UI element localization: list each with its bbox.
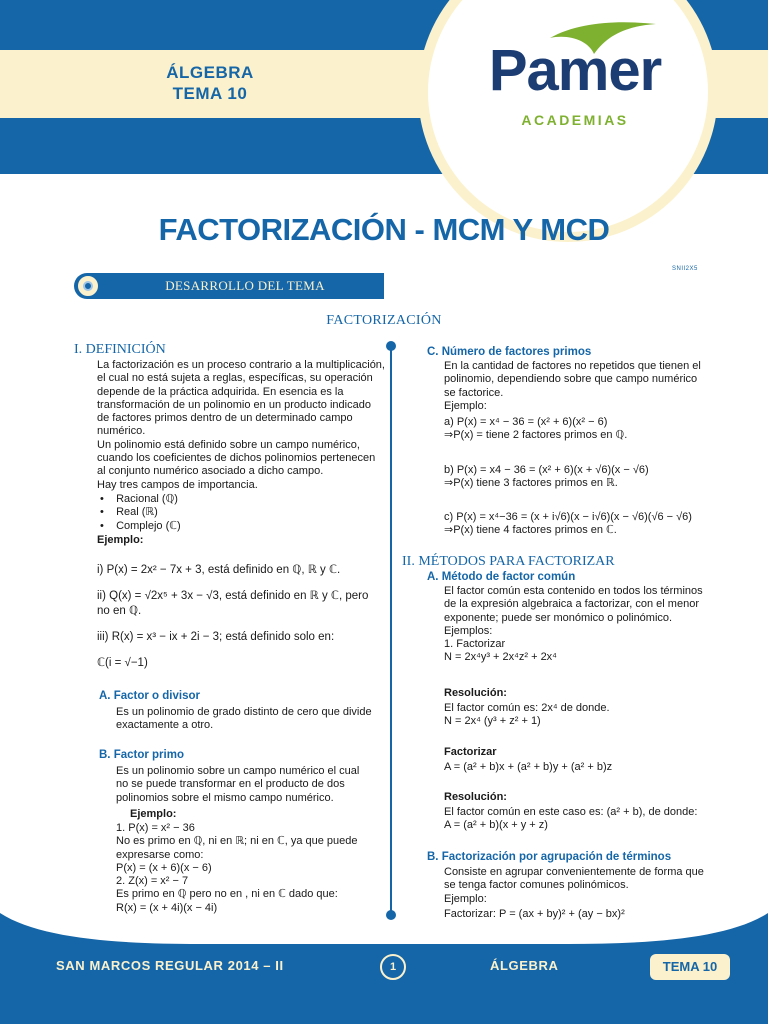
factor-divisor-text bbox=[116, 706, 386, 733]
logo-subtitle: ACADEMIAS bbox=[521, 112, 629, 128]
def-line: Hay tres campos de importancia. bbox=[97, 478, 258, 491]
text-line: Es un polinomio de grado distinto de cero que divide bbox=[116, 706, 372, 718]
example-line: no en ℚ. bbox=[97, 605, 142, 617]
example-line: c) P(x) = x⁴−36 = (x + i√6)(x − i√6)(x − √6)(√6 − √6) bbox=[444, 511, 692, 524]
text-line: no se puede transformar en el producto de dos bbox=[116, 778, 345, 791]
definicion-heading: I. DEFINICIÓN bbox=[74, 342, 166, 357]
def-line: al conjunto numérico asociado a dicho campo. bbox=[97, 465, 324, 478]
text-line: Consiste en agrupar convenientemente de forma que bbox=[444, 866, 704, 878]
example-line: P(x) = (x + 6)(x − 6) bbox=[116, 861, 212, 874]
example-line: R(x) = (x + 4i)(x − 4i) bbox=[116, 901, 218, 914]
numero-factores-examples bbox=[444, 416, 744, 538]
text-line: 1. Factorizar bbox=[444, 638, 506, 651]
example-line: ⇒P(x) = tiene 2 factores primos en ℚ. bbox=[444, 429, 628, 442]
list-item: • Racional (ℚ) bbox=[100, 493, 178, 505]
text-line: Factorizar: P = (ax + by)² + (ay − bx)² bbox=[444, 907, 625, 920]
def-line: el cual no está sujeta a reglas, específicas, su operación bbox=[97, 372, 373, 385]
agrupacion-heading: B. Factorización por agrupación de términos bbox=[427, 851, 672, 863]
text-line: Ejemplo: bbox=[444, 892, 487, 905]
text-line: Es un polinomio sobre un campo numérico el cual bbox=[116, 765, 360, 777]
divider-dot-top bbox=[386, 341, 396, 351]
text-line: Ejemplos: bbox=[444, 624, 493, 637]
example-line: i) P(x) = 2x² − 7x + 3, está definido en ℚ, ℝ y ℂ. bbox=[97, 564, 341, 576]
text-line: se tenga factor comunes polinómicos. bbox=[444, 879, 629, 892]
footer-subject: ÁLGEBRA bbox=[490, 958, 559, 973]
text-line: A = (a² + b)(x + y + z) bbox=[444, 819, 548, 832]
example-line: ℂ(i = √−1) bbox=[97, 657, 148, 669]
example-line: ⇒P(x) tiene 3 factores primos en ℝ. bbox=[444, 476, 618, 489]
text-line: En la cantidad de factores no repetidos que tienen el bbox=[444, 360, 701, 372]
def-line: cuando los coeficientes de dichos polinomios pertenecen bbox=[97, 452, 376, 465]
text-line: se factorice. bbox=[444, 386, 504, 399]
text-line: exactamente a otro. bbox=[116, 719, 214, 732]
footer-course: SAN MARCOS REGULAR 2014 – II bbox=[56, 958, 284, 973]
resolucion-2-text bbox=[444, 806, 734, 833]
example-line: 2. Z(x) = x² − 7 bbox=[116, 875, 189, 888]
page-title: FACTORIZACIÓN - MCM Y MCD bbox=[158, 212, 610, 247]
section-bullet-inner bbox=[83, 281, 93, 291]
logo-wordmark: Pamer bbox=[488, 38, 662, 103]
resolucion-1-text bbox=[444, 702, 724, 729]
example-line: ii) Q(x) = √2x⁵ + 3x − √3, está definido en ℝ y ℂ, pero bbox=[97, 590, 369, 602]
def-line: numérico. bbox=[97, 425, 146, 438]
resolucion-2-label: Resolución: bbox=[444, 791, 507, 803]
header-subject-label: ÁLGEBRA bbox=[166, 63, 254, 82]
factor-comun-heading: A. Método de factor común bbox=[427, 571, 576, 583]
factor-primo-text bbox=[116, 765, 386, 805]
footer-curve bbox=[0, 905, 768, 945]
example-line: ⇒P(x) tiene 4 factores primos en ℂ. bbox=[444, 524, 617, 537]
text-line: El factor común en este caso es: (a² + b), de donde: bbox=[444, 806, 698, 818]
def-line: transformación de un polinomio en un producto indicado bbox=[97, 398, 371, 411]
campos-list bbox=[100, 493, 386, 533]
numero-factores-text bbox=[444, 360, 724, 413]
footer-page-number: 1 bbox=[380, 954, 406, 980]
example-line: No es primo en ℚ, ni en ℝ; ni en ℂ, ya que puede bbox=[116, 835, 358, 848]
text-line: de la expresión algebraica a factorizar, con el menor bbox=[444, 598, 699, 611]
example-line: a) P(x) = x⁴ − 36 = (x² + 6)(x² − 6) bbox=[444, 416, 608, 428]
text-line: Ejemplo: bbox=[444, 399, 487, 412]
text-line: N = 2x⁴ (y³ + z² + 1) bbox=[444, 715, 541, 728]
snip-code: SNII2X5 bbox=[672, 266, 698, 272]
text-line: El factor común es: 2x⁴ de donde. bbox=[444, 702, 610, 714]
campos-examples bbox=[97, 563, 387, 671]
example-line: iii) R(x) = x³ − ix + 2i − 3; está definido solo en: bbox=[97, 631, 335, 643]
primo-examples bbox=[116, 822, 391, 915]
def-line: Un polinomio está definido sobre un campo numérico, bbox=[97, 438, 360, 451]
numero-factores-heading: C. Número de factores primos bbox=[427, 346, 592, 358]
example-line: Es primo en ℚ pero no en , ni en ℂ dado que: bbox=[116, 888, 338, 901]
example-line: expresarse como: bbox=[116, 848, 204, 861]
section-bar-label: DESARROLLO DEL TEMA bbox=[165, 278, 325, 293]
footer-tema-badge: TEMA 10 bbox=[650, 954, 730, 980]
def-line: La factorización es un proceso contrario a la multiplicación, bbox=[97, 359, 385, 371]
text-line: N = 2x⁴y³ + 2x⁴z² + 2x⁴ bbox=[444, 651, 557, 664]
text-line: polinomio, dependiendo sobre que campo numérico bbox=[444, 373, 698, 386]
text-line: exponente; puede ser monómico o polinómico. bbox=[444, 611, 673, 624]
text-line: polinomios sobre el mismo campo numérico. bbox=[116, 791, 334, 804]
ejemplo-label: Ejemplo: bbox=[97, 534, 144, 546]
metodos-heading: II. MÉTODOS PARA FACTORIZAR bbox=[402, 554, 615, 569]
factor-comun-text bbox=[444, 585, 724, 665]
factorizar-2-label: Factorizar bbox=[444, 746, 497, 758]
section-subtitle: FACTORIZACIÓN bbox=[326, 313, 442, 328]
header-topic-label: TEMA 10 bbox=[172, 84, 248, 103]
def-line: de factores primos dentro de un determinado campo bbox=[97, 412, 353, 425]
factorizar-2-text: A = (a² + b)x + (a² + b)y + (a² + b)z bbox=[444, 761, 613, 773]
primo-ejemplo-label: Ejemplo: bbox=[130, 808, 177, 820]
definicion-text bbox=[97, 359, 383, 492]
list-item: • Real (ℝ) bbox=[100, 506, 158, 519]
factor-divisor-heading: A. Factor o divisor bbox=[99, 690, 200, 702]
def-line: depende de la práctica adquirida. En esencia es la bbox=[97, 385, 344, 398]
text-line: El factor común esta contenido en todos los términos bbox=[444, 585, 703, 597]
list-item: • Complejo (ℂ) bbox=[100, 519, 181, 532]
header-subject bbox=[110, 62, 310, 104]
example-line: b) P(x) = x4 − 36 = (x² + 6)(x + √6)(x − √6) bbox=[444, 463, 649, 476]
factor-primo-heading: B. Factor primo bbox=[99, 749, 184, 761]
resolucion-1-label: Resolución: bbox=[444, 687, 507, 699]
example-line: 1. P(x) = x² − 36 bbox=[116, 822, 195, 834]
